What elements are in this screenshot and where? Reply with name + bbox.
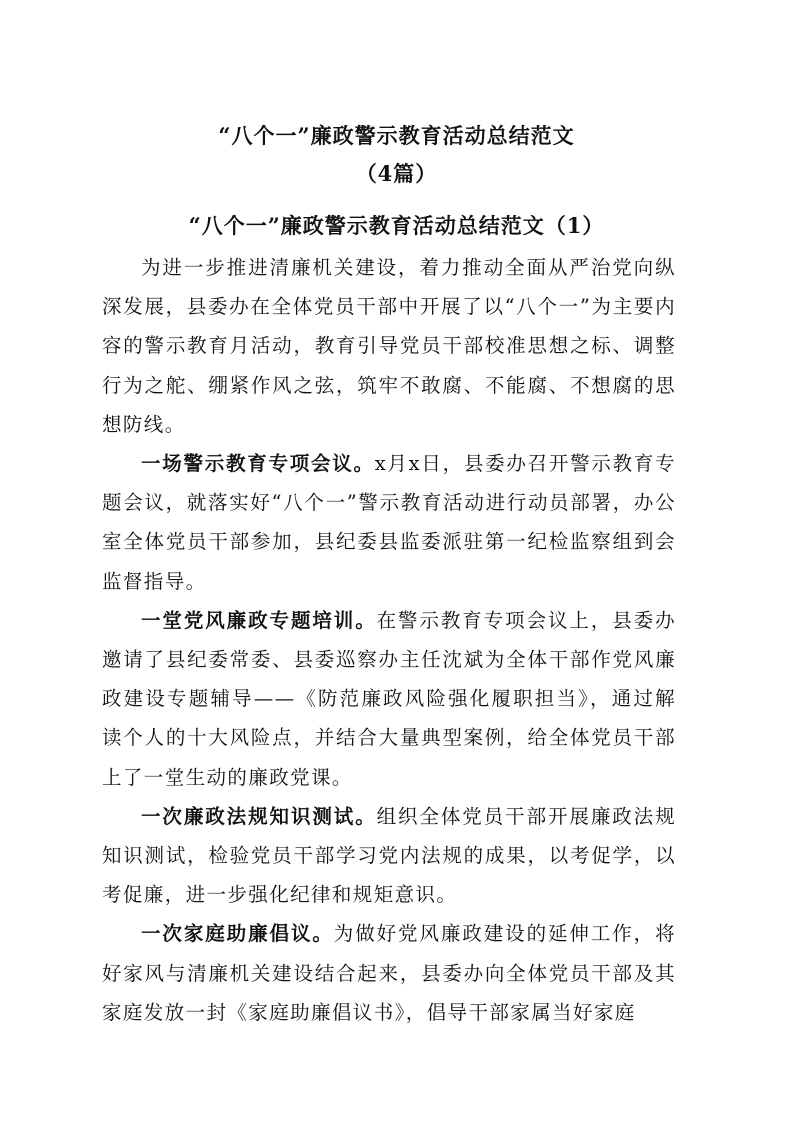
paragraph-lead: 一场警示教育专项会议。: [141, 452, 375, 476]
paragraph-family: [102, 914, 676, 1032]
document-body: [102, 248, 676, 1032]
paragraph-meeting: [102, 444, 676, 601]
paragraph-test: [102, 797, 676, 915]
section-title: “八个一”廉政警示教育活动总结范文（1）: [188, 213, 605, 238]
paragraph-lead: 一次家庭助廉倡议。: [141, 922, 334, 946]
paragraph-training: [102, 601, 676, 797]
paragraph-text: 在警示教育专项会议上，县委办邀请了县纪委常委、县委巡察办主任沈斌为全体干部作党风廉政建设专题辅导——《防范廉政风险强化履职担当》，通过解读个人的十大风险点，并结合大量典型案例，给全体党员干部上了一堂生动的廉政党课。: [102, 608, 676, 789]
document-subtitle: （4篇）: [355, 161, 438, 186]
paragraph-lead: 一次廉政法规知识测试。: [141, 804, 377, 828]
document-title: “八个一”廉政警示教育活动总结范文: [218, 123, 575, 148]
paragraph-text: 为进一步推进清廉机关建设，着力推动全面从严治党向纵深发展，县委办在全体党员干部中开展了以“八个一”为主要内容的警示教育月活动，教育引导党员干部校准思想之标、调整行为之舵、绷紧作风之弦，筑牢不敢腐、不能腐、不想腐的思想防线。: [102, 256, 676, 436]
paragraph-lead: 一堂党风廉政专题培训。: [141, 608, 377, 632]
paragraph-text: 为做好党风廉政建设的延伸工作，将好家风与清廉机关建设结合起来，县委办向全体党员干部及其家庭发放一封《家庭助廉倡议书》，倡导干部家属当好家庭: [102, 922, 676, 1024]
paragraph-text: x月x日，县委办召开警示教育专题会议，就落实好“八个一”警示教育活动进行动员部署，办公室全体党员干部参加，县纪委县监委派驻第一纪检监察组到会监督指导。: [102, 452, 676, 593]
paragraph-text: 组织全体党员干部开展廉政法规知识测试，检验党员干部学习党内法规的成果，以考促学，以考促廉，进一步强化纪律和规矩意识。: [102, 804, 676, 907]
paragraph-intro: [102, 248, 676, 444]
